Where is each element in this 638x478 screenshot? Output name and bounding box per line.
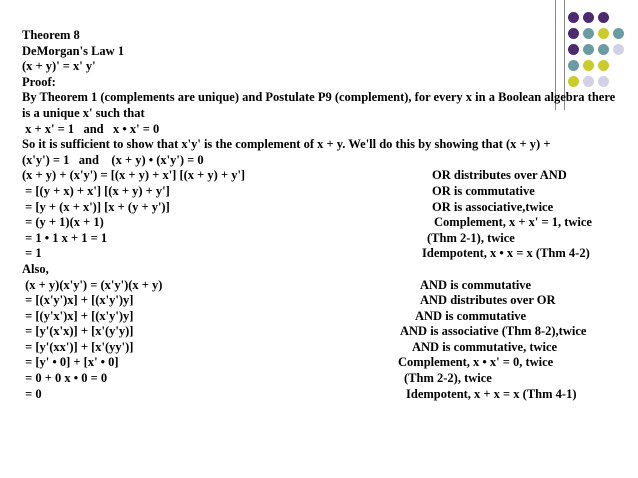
proof-step [22, 293, 622, 309]
decorative-dot [583, 12, 594, 23]
step-equation: = [y' • 0] + [x' • 0] [22, 355, 119, 370]
step-equation: = [(y + x) + x'] [(x + y) + y'] [22, 183, 170, 198]
step-equation: = 1 • 1 x + 1 = 1 [22, 230, 108, 245]
proof-step [22, 184, 622, 200]
step-equation: = [(y'x')x] + [(x'y')y] [22, 308, 134, 323]
step-justification: AND is associative (Thm 8-2),twice [400, 324, 587, 339]
proof-step [22, 340, 622, 356]
decorative-dot [568, 12, 579, 23]
proof-step [22, 231, 622, 247]
proof-step [22, 355, 622, 371]
theorem-name: DeMorgan's Law 1 [22, 43, 125, 58]
step-equation: (x + y) + (x'y') = [(x + y) + x'] [(x + y) + y'] [22, 168, 246, 183]
proof-step [22, 168, 622, 184]
theorem-statement: (x + y)' = x' y' [22, 59, 96, 74]
step-equation: = 0 + 0 x • 0 = 0 [22, 371, 108, 386]
proof-step [22, 324, 622, 340]
step-equation: = (y + 1)(x + 1) [22, 215, 104, 230]
step-justification: (Thm 2-2), twice [404, 371, 492, 386]
step-equation: (x + y)(x'y') = (x'y')(x + y) [22, 277, 163, 292]
intro-line: By Theorem 1 (complements are unique) and Postulate P9 (complement), for every x in a Boolean algebra there is a unique x' such that [22, 90, 616, 120]
step-justification: AND is commutative [415, 308, 527, 323]
intro-line: (x'y') = 1 and (x + y) • (x'y') = 0 [22, 152, 204, 167]
step-justification: AND distributes over OR [420, 293, 556, 308]
step-justification: OR is associative,twice [432, 199, 554, 214]
step-equation: = [y + (x + x')] [x + (y + y')] [22, 199, 170, 214]
step-justification: OR is commutative [432, 183, 535, 198]
proof-step [22, 278, 622, 294]
intro-line: So it is sufficient to show that x'y' is the complement of x + y. We'll do this by showing that (x + y) + [22, 137, 551, 152]
decorative-dot [598, 12, 609, 23]
also-label: Also, [22, 261, 49, 276]
proof-step [22, 215, 622, 231]
step-justification: OR distributes over AND [432, 168, 567, 183]
step-justification: Complement, x • x' = 0, twice [398, 355, 554, 370]
proof-step [22, 309, 622, 325]
step-justification: AND is commutative, twice [412, 339, 558, 354]
proof-step [22, 200, 622, 216]
intro-line: x + x' = 1 and x • x' = 0 [22, 121, 160, 136]
theorem-title: Theorem 8 [22, 28, 80, 42]
proof-step [22, 387, 622, 403]
step-justification: AND is commutative [420, 277, 532, 292]
step-justification: Complement, x + x' = 1, twice [434, 215, 592, 230]
step-equation: = [(x'y')x] + [(x'y')y] [22, 293, 134, 308]
step-equation: = [y'(x'x)] + [x'(y'y)] [22, 324, 134, 339]
step-justification: (Thm 2-1), twice [427, 230, 515, 245]
step-justification: Idempotent, x + x = x (Thm 4-1) [406, 386, 577, 401]
step-equation: = 0 [22, 386, 42, 401]
step-equation: = 1 [22, 246, 42, 261]
proof-label: Proof: [22, 74, 56, 89]
step-equation: = [y'(xx')] + [x'(yy')] [22, 339, 134, 354]
proof-step [22, 246, 622, 262]
proof-step [22, 371, 622, 387]
step-justification: Idempotent, x • x = x (Thm 4-2) [422, 246, 590, 261]
theorem-proof-text [22, 28, 622, 402]
